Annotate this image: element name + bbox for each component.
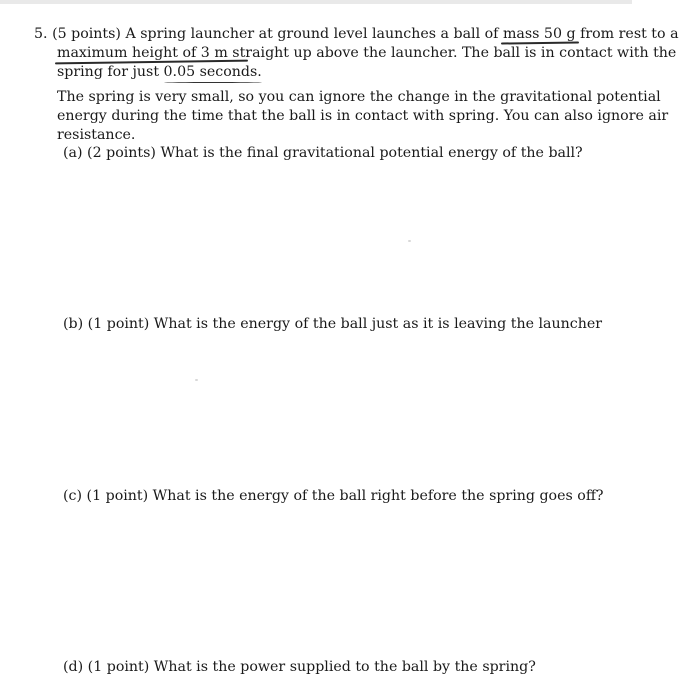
- problem-line-3: [34, 63, 628, 82]
- question-c-label: (c): [63, 488, 83, 504]
- problem-statement: [57, 88, 669, 145]
- problem-line-1: [34, 25, 679, 44]
- question-c-text: (1 point) What is the energy of the ball right before the spring goes off?: [86, 488, 604, 504]
- statement-line-2: energy during the time that the ball is in contact with spring. You can also ignore air: [57, 108, 669, 124]
- question-b: [63, 315, 602, 334]
- time-underlined: 0.05 seconds.: [163, 64, 262, 80]
- problem-number: 5.: [34, 26, 48, 42]
- question-d-label: (d): [63, 659, 84, 675]
- statement-line-3: resistance.: [57, 127, 136, 143]
- question-b-text: (1 point) What is the energy of the ball just as it is leaving the launcher: [87, 316, 603, 332]
- problem-text-2b: raight up above the launcher. The ball is in contact with the: [245, 45, 677, 61]
- question-b-label: (b): [63, 316, 84, 332]
- problem-header: [34, 25, 679, 82]
- paper-speck: [195, 379, 198, 381]
- mass-underlined: mass 50 g: [502, 26, 576, 42]
- statement-line-1: The spring is very small, so you can ignore the change in the gravitational potential: [57, 89, 661, 105]
- question-a-text: (2 points) What is the final gravitational potential energy of the ball?: [87, 145, 583, 161]
- problem-text-3a: spring for just: [57, 64, 164, 80]
- question-d: [63, 658, 536, 677]
- paper-speck: [408, 240, 411, 242]
- question-a: [63, 144, 583, 163]
- problem-text-1a: (5 points) A spring launcher at ground level launches a ball of: [52, 26, 503, 42]
- top-edge-bar: [0, 0, 632, 4]
- problem-line-2: [34, 44, 677, 63]
- problem-text-1b: from rest to a: [575, 26, 679, 42]
- question-c: [63, 487, 604, 506]
- height-underlined: maximum height of 3 m st: [57, 45, 246, 61]
- question-d-text: (1 point) What is the power supplied to the ball by the spring?: [87, 659, 536, 675]
- question-a-label: (a): [63, 145, 83, 161]
